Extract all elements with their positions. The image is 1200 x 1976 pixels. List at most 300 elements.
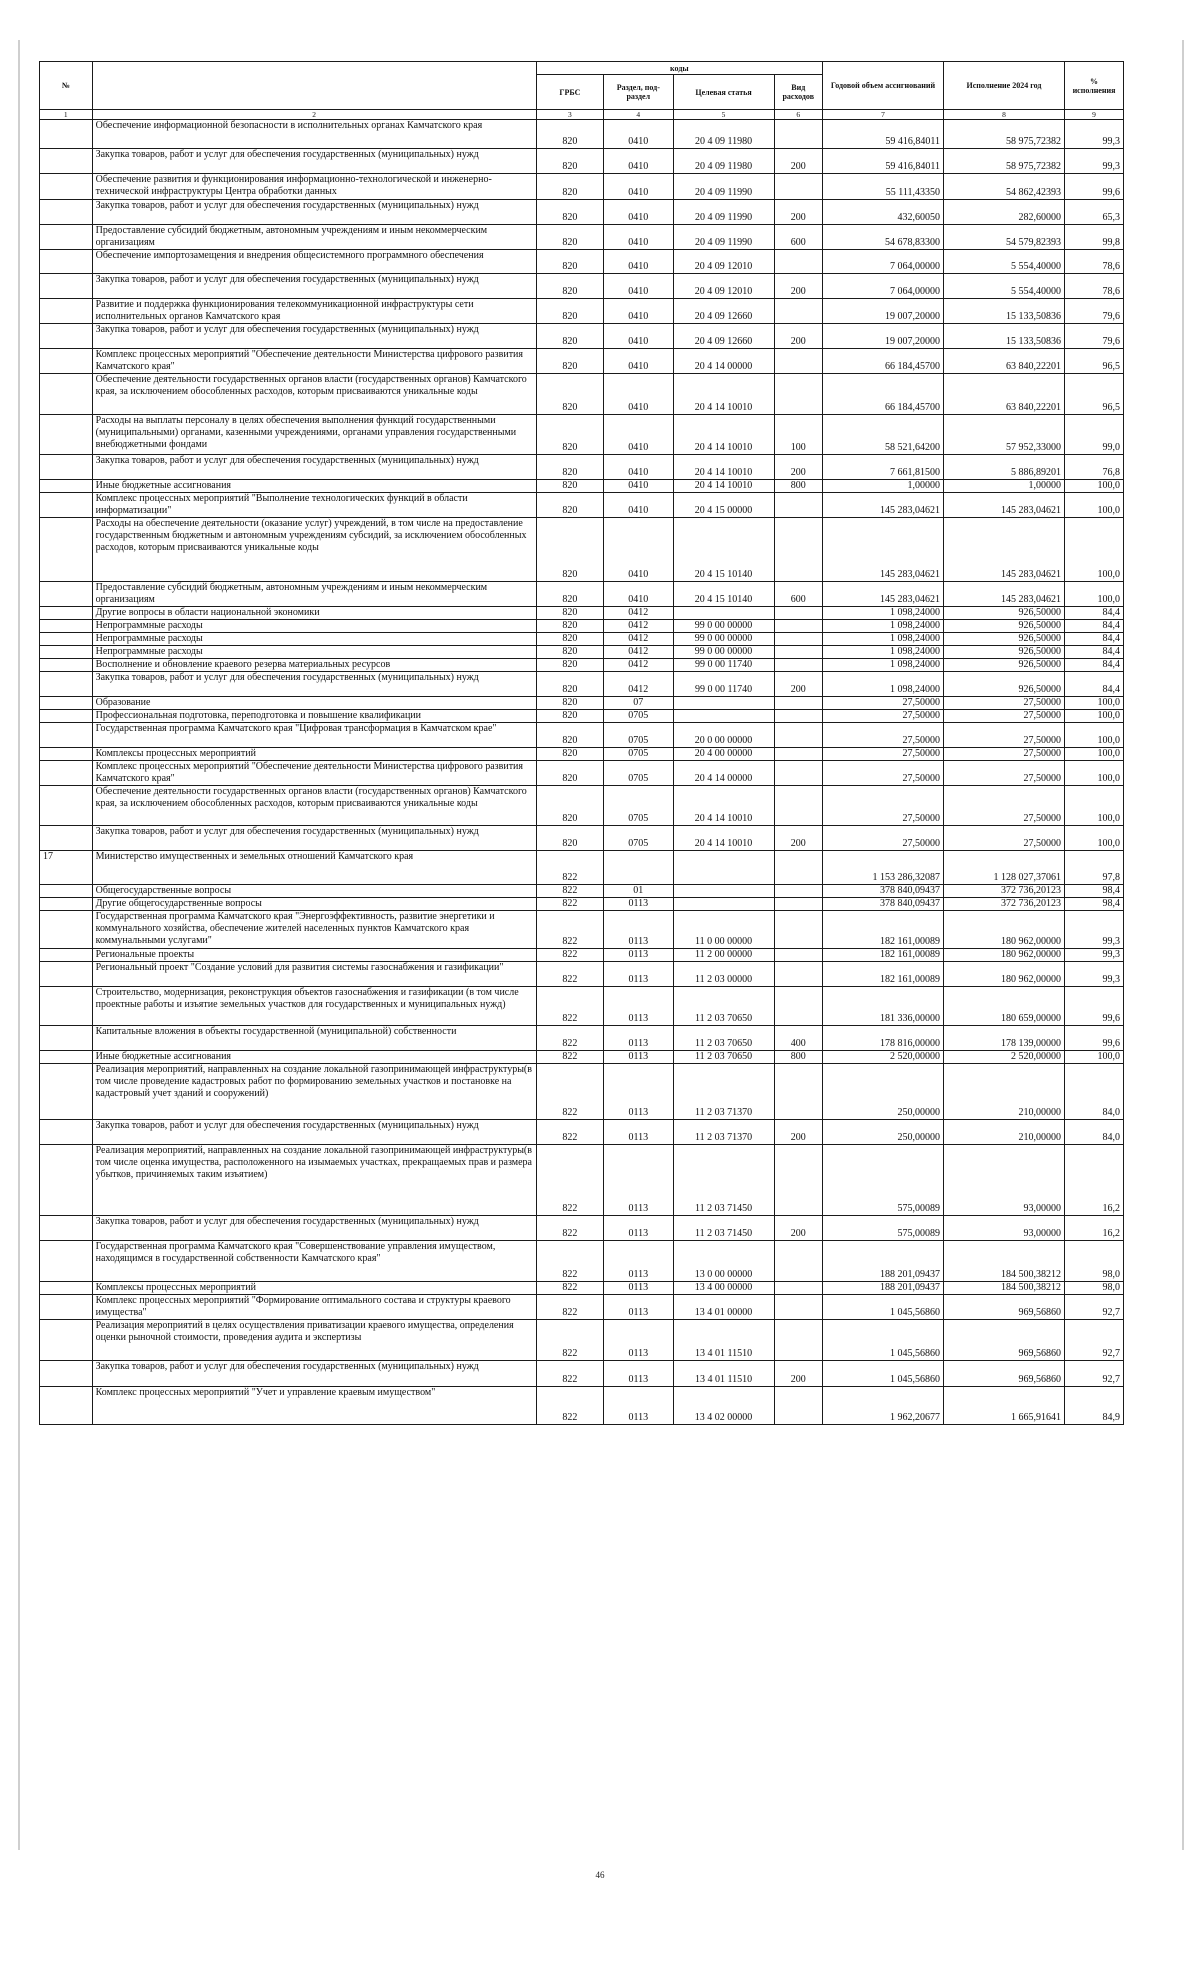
row-expense-type bbox=[774, 710, 822, 723]
header-grbs: ГРБС bbox=[536, 75, 603, 110]
row-grbs: 820 bbox=[536, 659, 603, 672]
table-row bbox=[40, 1241, 1124, 1282]
row-percent: 100,0 bbox=[1065, 493, 1124, 518]
row-target-article: 99 0 00 00000 bbox=[673, 620, 774, 633]
header-codes: коды bbox=[536, 62, 822, 75]
table-row bbox=[40, 962, 1124, 987]
row-fact-amount: 145 283,04621 bbox=[943, 582, 1064, 607]
row-name: Министерство имущественных и земельных отношений Камчатского края bbox=[92, 851, 536, 885]
row-grbs: 820 bbox=[536, 374, 603, 415]
row-name: Реализация мероприятий, направленных на создание локальной газопринимающей инфраструктуры(в том числе оценка имущества, расположенного на изымаемых участках, прекращаемых прав и размера убытков, причиняемых таким изъятием) bbox=[92, 1145, 536, 1216]
column-index: 6 bbox=[774, 110, 822, 120]
row-percent: 76,8 bbox=[1065, 455, 1124, 480]
row-grbs: 822 bbox=[536, 1295, 603, 1320]
row-target-article: 20 4 09 12010 bbox=[673, 250, 774, 274]
row-target-article: 99 0 00 00000 bbox=[673, 633, 774, 646]
row-razdel: 0410 bbox=[604, 493, 673, 518]
table-row bbox=[40, 1320, 1124, 1361]
row-razdel: 0705 bbox=[604, 786, 673, 826]
row-plan-amount: 7 064,00000 bbox=[822, 250, 943, 274]
row-plan-amount: 182 161,00089 bbox=[822, 962, 943, 987]
row-fact-amount: 180 962,00000 bbox=[943, 949, 1064, 962]
row-name: Непрограммные расходы bbox=[92, 646, 536, 659]
row-razdel: 0113 bbox=[604, 1145, 673, 1216]
row-razdel: 0113 bbox=[604, 1320, 673, 1361]
row-target-article: 11 2 03 71370 bbox=[673, 1064, 774, 1120]
row-target-article: 20 4 14 10010 bbox=[673, 455, 774, 480]
row-grbs: 822 bbox=[536, 1216, 603, 1241]
row-expense-type bbox=[774, 1295, 822, 1320]
row-target-article: 11 2 03 71450 bbox=[673, 1216, 774, 1241]
row-expense-type bbox=[774, 748, 822, 761]
row-name: Восполнение и обновление краевого резерва материальных ресурсов bbox=[92, 659, 536, 672]
row-fact-amount: 27,50000 bbox=[943, 710, 1064, 723]
table-row bbox=[40, 1051, 1124, 1064]
row-name: Обеспечение информационной безопасности в исполнительных органах Камчатского края bbox=[92, 120, 536, 149]
row-plan-amount: 27,50000 bbox=[822, 761, 943, 786]
row-grbs: 820 bbox=[536, 646, 603, 659]
row-razdel: 0410 bbox=[604, 250, 673, 274]
table-row bbox=[40, 324, 1124, 349]
row-expense-type bbox=[774, 120, 822, 149]
row-percent: 100,0 bbox=[1065, 697, 1124, 710]
row-name: Комплекс процессных мероприятий "Обеспечение деятельности Министерства цифрового развития Камчатского края" bbox=[92, 761, 536, 786]
row-percent: 98,0 bbox=[1065, 1241, 1124, 1282]
row-fact-amount: 926,50000 bbox=[943, 633, 1064, 646]
row-target-article: 13 4 01 11510 bbox=[673, 1320, 774, 1361]
row-number: 17 bbox=[40, 851, 93, 885]
row-expense-type: 200 bbox=[774, 826, 822, 851]
table-row bbox=[40, 299, 1124, 324]
row-name: Закупка товаров, работ и услуг для обеспечения государственных (муниципальных) нужд bbox=[92, 826, 536, 851]
row-grbs: 820 bbox=[536, 748, 603, 761]
row-name: Реализация мероприятий в целях осуществления приватизации краевого имущества, определения оценки рыночной стоимости, проведения аудита и экспертизы bbox=[92, 1320, 536, 1361]
table-row bbox=[40, 851, 1124, 885]
row-name: Иные бюджетные ассигнования bbox=[92, 480, 536, 493]
row-razdel: 0113 bbox=[604, 1387, 673, 1425]
row-plan-amount: 181 336,00000 bbox=[822, 987, 943, 1026]
row-plan-amount: 575,00089 bbox=[822, 1216, 943, 1241]
row-target-article: 20 4 09 11990 bbox=[673, 200, 774, 225]
row-target-article: 11 2 03 71370 bbox=[673, 1120, 774, 1145]
row-razdel: 0410 bbox=[604, 149, 673, 174]
row-target-article: 11 2 00 00000 bbox=[673, 949, 774, 962]
row-plan-amount: 55 111,43350 bbox=[822, 174, 943, 200]
row-plan-amount: 432,60050 bbox=[822, 200, 943, 225]
table-row bbox=[40, 646, 1124, 659]
row-fact-amount: 54 579,82393 bbox=[943, 225, 1064, 250]
row-razdel: 01 bbox=[604, 885, 673, 898]
header-fact: Исполнение 2024 год bbox=[943, 62, 1064, 110]
row-fact-amount: 27,50000 bbox=[943, 786, 1064, 826]
row-name: Комплексы процессных мероприятий bbox=[92, 1282, 536, 1295]
row-name: Закупка товаров, работ и услуг для обеспечения государственных (муниципальных) нужд bbox=[92, 455, 536, 480]
row-target-article bbox=[673, 851, 774, 885]
row-number bbox=[40, 962, 93, 987]
row-plan-amount: 1 045,56860 bbox=[822, 1295, 943, 1320]
row-expense-type bbox=[774, 786, 822, 826]
row-fact-amount: 27,50000 bbox=[943, 748, 1064, 761]
row-razdel: 0410 bbox=[604, 299, 673, 324]
row-number bbox=[40, 349, 93, 374]
row-grbs: 820 bbox=[536, 826, 603, 851]
row-plan-amount: 27,50000 bbox=[822, 697, 943, 710]
table-row bbox=[40, 493, 1124, 518]
row-fact-amount: 5 554,40000 bbox=[943, 274, 1064, 299]
row-razdel: 0113 bbox=[604, 1295, 673, 1320]
row-razdel: 0412 bbox=[604, 672, 673, 697]
column-index: 5 bbox=[673, 110, 774, 120]
row-number bbox=[40, 761, 93, 786]
row-plan-amount: 27,50000 bbox=[822, 748, 943, 761]
row-percent: 84,4 bbox=[1065, 633, 1124, 646]
row-number bbox=[40, 697, 93, 710]
row-plan-amount: 59 416,84011 bbox=[822, 149, 943, 174]
table-row bbox=[40, 225, 1124, 250]
row-name: Непрограммные расходы bbox=[92, 620, 536, 633]
row-number bbox=[40, 493, 93, 518]
row-plan-amount: 1 098,24000 bbox=[822, 659, 943, 672]
row-name: Обеспечение деятельности государственных органов власти (государственных органов) Камчатского края, за исключением обособленных расходов, которым присваиваются уникальные коды bbox=[92, 786, 536, 826]
row-razdel bbox=[604, 851, 673, 885]
row-expense-type bbox=[774, 374, 822, 415]
row-expense-type: 200 bbox=[774, 672, 822, 697]
row-number bbox=[40, 885, 93, 898]
row-name: Общегосударственные вопросы bbox=[92, 885, 536, 898]
row-number bbox=[40, 455, 93, 480]
row-plan-amount: 1 098,24000 bbox=[822, 633, 943, 646]
row-plan-amount: 1 098,24000 bbox=[822, 672, 943, 697]
table-row bbox=[40, 1295, 1124, 1320]
row-razdel: 0412 bbox=[604, 620, 673, 633]
row-expense-type: 800 bbox=[774, 1051, 822, 1064]
table-row bbox=[40, 659, 1124, 672]
row-number bbox=[40, 672, 93, 697]
row-target-article: 20 4 14 10010 bbox=[673, 480, 774, 493]
row-expense-type bbox=[774, 620, 822, 633]
row-expense-type bbox=[774, 174, 822, 200]
budget-execution-table bbox=[39, 61, 1124, 1425]
row-percent: 100,0 bbox=[1065, 480, 1124, 493]
row-grbs: 820 bbox=[536, 149, 603, 174]
row-percent: 79,6 bbox=[1065, 324, 1124, 349]
row-plan-amount: 250,00000 bbox=[822, 1120, 943, 1145]
row-name: Предоставление субсидий бюджетным, автономным учреждениям и иным некоммерческим организациям bbox=[92, 225, 536, 250]
header-plan: Годовой объем ассигнований bbox=[822, 62, 943, 110]
row-plan-amount: 182 161,00089 bbox=[822, 911, 943, 949]
row-number bbox=[40, 1145, 93, 1216]
row-target-article: 20 4 14 10010 bbox=[673, 374, 774, 415]
row-grbs: 820 bbox=[536, 697, 603, 710]
row-plan-amount: 250,00000 bbox=[822, 1064, 943, 1120]
row-name: Государственная программа Камчатского края "Цифровая трансформация в Камчатском крае" bbox=[92, 723, 536, 748]
row-target-article: 20 4 09 12010 bbox=[673, 274, 774, 299]
row-percent: 98,4 bbox=[1065, 898, 1124, 911]
row-number bbox=[40, 633, 93, 646]
row-fact-amount: 926,50000 bbox=[943, 607, 1064, 620]
row-target-article: 20 4 15 00000 bbox=[673, 493, 774, 518]
row-percent: 99,3 bbox=[1065, 149, 1124, 174]
row-razdel: 0113 bbox=[604, 962, 673, 987]
row-expense-type bbox=[774, 299, 822, 324]
row-razdel: 0410 bbox=[604, 274, 673, 299]
row-fact-amount: 5 886,89201 bbox=[943, 455, 1064, 480]
row-grbs: 822 bbox=[536, 1145, 603, 1216]
row-name: Предоставление субсидий бюджетным, автономным учреждениям и иным некоммерческим организациям bbox=[92, 582, 536, 607]
row-expense-type bbox=[774, 723, 822, 748]
row-percent: 99,6 bbox=[1065, 987, 1124, 1026]
table-row bbox=[40, 761, 1124, 786]
row-percent: 92,7 bbox=[1065, 1320, 1124, 1361]
row-razdel: 0410 bbox=[604, 200, 673, 225]
row-fact-amount: 57 952,33000 bbox=[943, 415, 1064, 455]
row-expense-type: 600 bbox=[774, 582, 822, 607]
row-fact-amount: 54 862,42393 bbox=[943, 174, 1064, 200]
row-expense-type bbox=[774, 646, 822, 659]
row-plan-amount: 1 098,24000 bbox=[822, 607, 943, 620]
row-number bbox=[40, 1216, 93, 1241]
table-row bbox=[40, 697, 1124, 710]
table-row bbox=[40, 911, 1124, 949]
row-number bbox=[40, 415, 93, 455]
column-index-row bbox=[40, 110, 1124, 120]
row-target-article: 13 4 00 00000 bbox=[673, 1282, 774, 1295]
table-row bbox=[40, 607, 1124, 620]
row-number bbox=[40, 1064, 93, 1120]
row-name: Непрограммные расходы bbox=[92, 633, 536, 646]
row-razdel: 0412 bbox=[604, 633, 673, 646]
row-number bbox=[40, 324, 93, 349]
row-plan-amount: 378 840,09437 bbox=[822, 885, 943, 898]
row-razdel: 0113 bbox=[604, 1064, 673, 1120]
table-row bbox=[40, 723, 1124, 748]
row-percent: 84,4 bbox=[1065, 672, 1124, 697]
row-razdel: 0410 bbox=[604, 120, 673, 149]
row-razdel: 0412 bbox=[604, 646, 673, 659]
row-grbs: 822 bbox=[536, 1387, 603, 1425]
row-expense-type bbox=[774, 898, 822, 911]
row-number bbox=[40, 898, 93, 911]
row-fact-amount: 372 736,20123 bbox=[943, 898, 1064, 911]
row-grbs: 822 bbox=[536, 1026, 603, 1051]
row-grbs: 822 bbox=[536, 1361, 603, 1387]
row-fact-amount: 58 975,72382 bbox=[943, 149, 1064, 174]
row-fact-amount: 58 975,72382 bbox=[943, 120, 1064, 149]
row-grbs: 822 bbox=[536, 987, 603, 1026]
row-name: Государственная программа Камчатского края "Совершенствование управления имуществом, находящимся в государственной собственности Камчатского края" bbox=[92, 1241, 536, 1282]
row-fact-amount: 178 139,00000 bbox=[943, 1026, 1064, 1051]
row-grbs: 820 bbox=[536, 174, 603, 200]
row-grbs: 820 bbox=[536, 620, 603, 633]
row-target-article: 13 0 00 00000 bbox=[673, 1241, 774, 1282]
row-plan-amount: 1 045,56860 bbox=[822, 1320, 943, 1361]
row-target-article bbox=[673, 697, 774, 710]
row-plan-amount: 19 007,20000 bbox=[822, 324, 943, 349]
row-name: Обеспечение развития и функционирования информационно-технологической и инженерно-технической инфраструктуры Центра обработки данных bbox=[92, 174, 536, 200]
row-name: Другие общегосударственные вопросы bbox=[92, 898, 536, 911]
table-row bbox=[40, 1216, 1124, 1241]
row-name: Закупка товаров, работ и услуг для обеспечения государственных (муниципальных) нужд bbox=[92, 200, 536, 225]
row-fact-amount: 180 962,00000 bbox=[943, 911, 1064, 949]
row-razdel: 0705 bbox=[604, 826, 673, 851]
row-razdel: 0412 bbox=[604, 659, 673, 672]
row-grbs: 820 bbox=[536, 274, 603, 299]
row-target-article: 11 2 03 70650 bbox=[673, 987, 774, 1026]
row-percent: 16,2 bbox=[1065, 1216, 1124, 1241]
row-razdel: 0410 bbox=[604, 349, 673, 374]
header-pct: % исполнения bbox=[1065, 62, 1124, 110]
row-fact-amount: 2 520,00000 bbox=[943, 1051, 1064, 1064]
row-target-article: 20 4 14 10010 bbox=[673, 826, 774, 851]
column-index: 8 bbox=[943, 110, 1064, 120]
row-fact-amount: 969,56860 bbox=[943, 1361, 1064, 1387]
row-target-article bbox=[673, 885, 774, 898]
row-plan-amount: 59 416,84011 bbox=[822, 120, 943, 149]
row-percent: 84,4 bbox=[1065, 607, 1124, 620]
row-number bbox=[40, 748, 93, 761]
row-percent: 92,7 bbox=[1065, 1361, 1124, 1387]
column-index: 9 bbox=[1065, 110, 1124, 120]
row-fact-amount: 27,50000 bbox=[943, 723, 1064, 748]
row-razdel: 07 bbox=[604, 697, 673, 710]
row-fact-amount: 27,50000 bbox=[943, 761, 1064, 786]
row-plan-amount: 182 161,00089 bbox=[822, 949, 943, 962]
row-percent: 98,4 bbox=[1065, 885, 1124, 898]
row-fact-amount: 1,00000 bbox=[943, 480, 1064, 493]
row-fact-amount: 926,50000 bbox=[943, 672, 1064, 697]
row-name: Закупка товаров, работ и услуг для обеспечения государственных (муниципальных) нужд bbox=[92, 1361, 536, 1387]
row-expense-type bbox=[774, 885, 822, 898]
row-razdel: 0705 bbox=[604, 723, 673, 748]
table-row bbox=[40, 582, 1124, 607]
row-expense-type bbox=[774, 1320, 822, 1361]
table-row bbox=[40, 174, 1124, 200]
row-plan-amount: 19 007,20000 bbox=[822, 299, 943, 324]
row-target-article: 99 0 00 00000 bbox=[673, 646, 774, 659]
row-grbs: 820 bbox=[536, 455, 603, 480]
row-fact-amount: 15 133,50836 bbox=[943, 299, 1064, 324]
row-fact-amount: 372 736,20123 bbox=[943, 885, 1064, 898]
row-percent: 99,6 bbox=[1065, 1026, 1124, 1051]
row-expense-type bbox=[774, 607, 822, 620]
row-percent: 92,7 bbox=[1065, 1295, 1124, 1320]
column-index: 3 bbox=[536, 110, 603, 120]
row-number bbox=[40, 1282, 93, 1295]
row-number bbox=[40, 620, 93, 633]
row-expense-type: 200 bbox=[774, 149, 822, 174]
row-target-article bbox=[673, 607, 774, 620]
row-grbs: 822 bbox=[536, 1282, 603, 1295]
row-percent: 100,0 bbox=[1065, 710, 1124, 723]
table-row bbox=[40, 633, 1124, 646]
row-name: Комплекс процессных мероприятий "Учет и управление краевым имуществом" bbox=[92, 1387, 536, 1425]
row-grbs: 822 bbox=[536, 1241, 603, 1282]
row-plan-amount: 7 661,81500 bbox=[822, 455, 943, 480]
row-grbs: 820 bbox=[536, 786, 603, 826]
row-razdel: 0410 bbox=[604, 225, 673, 250]
row-expense-type bbox=[774, 633, 822, 646]
row-name: Строительство, модернизация, реконструкция объектов газоснабжения и газификации (в том числе проектные работы и изъятие земельных участков для государственных и муниципальных нужд) bbox=[92, 987, 536, 1026]
row-number bbox=[40, 250, 93, 274]
table-row bbox=[40, 620, 1124, 633]
row-razdel: 0412 bbox=[604, 607, 673, 620]
row-target-article: 20 4 14 10010 bbox=[673, 786, 774, 826]
row-number bbox=[40, 480, 93, 493]
row-number bbox=[40, 710, 93, 723]
row-fact-amount: 15 133,50836 bbox=[943, 324, 1064, 349]
row-percent: 84,9 bbox=[1065, 1387, 1124, 1425]
row-percent: 97,8 bbox=[1065, 851, 1124, 885]
header-num: № bbox=[40, 62, 93, 110]
column-index: 1 bbox=[40, 110, 93, 120]
row-percent: 100,0 bbox=[1065, 786, 1124, 826]
row-fact-amount: 969,56860 bbox=[943, 1320, 1064, 1361]
row-percent: 16,2 bbox=[1065, 1145, 1124, 1216]
row-fact-amount: 93,00000 bbox=[943, 1216, 1064, 1241]
row-expense-type bbox=[774, 851, 822, 885]
row-percent: 96,5 bbox=[1065, 374, 1124, 415]
row-expense-type bbox=[774, 987, 822, 1026]
row-target-article: 20 4 09 11980 bbox=[673, 149, 774, 174]
row-name: Другие вопросы в области национальной экономики bbox=[92, 607, 536, 620]
row-percent: 100,0 bbox=[1065, 761, 1124, 786]
row-grbs: 820 bbox=[536, 299, 603, 324]
row-number bbox=[40, 987, 93, 1026]
row-razdel: 0113 bbox=[604, 911, 673, 949]
row-name: Развитие и поддержка функционирования телекоммуникационной инфраструктуры сети исполнительных органов Камчатского края bbox=[92, 299, 536, 324]
row-fact-amount: 1 128 027,37061 bbox=[943, 851, 1064, 885]
row-target-article: 20 4 09 11980 bbox=[673, 120, 774, 149]
row-grbs: 820 bbox=[536, 633, 603, 646]
row-target-article: 99 0 00 11740 bbox=[673, 659, 774, 672]
row-plan-amount: 1 153 286,32087 bbox=[822, 851, 943, 885]
row-fact-amount: 63 840,22201 bbox=[943, 349, 1064, 374]
table-row bbox=[40, 1361, 1124, 1387]
row-name: Закупка товаров, работ и услуг для обеспечения государственных (муниципальных) нужд bbox=[92, 274, 536, 299]
page-number: 46 bbox=[595, 1870, 605, 1880]
header-razdel: Раздел, под-раздел bbox=[604, 75, 673, 110]
row-expense-type bbox=[774, 250, 822, 274]
row-razdel: 0705 bbox=[604, 748, 673, 761]
row-percent: 98,0 bbox=[1065, 1282, 1124, 1295]
row-plan-amount: 1,00000 bbox=[822, 480, 943, 493]
column-index: 2 bbox=[92, 110, 536, 120]
row-razdel: 0410 bbox=[604, 324, 673, 349]
row-razdel: 0113 bbox=[604, 1026, 673, 1051]
row-razdel: 0705 bbox=[604, 761, 673, 786]
row-razdel: 0113 bbox=[604, 949, 673, 962]
row-fact-amount: 282,60000 bbox=[943, 200, 1064, 225]
row-plan-amount: 1 098,24000 bbox=[822, 620, 943, 633]
row-grbs: 822 bbox=[536, 851, 603, 885]
table-row bbox=[40, 518, 1124, 582]
row-grbs: 822 bbox=[536, 1120, 603, 1145]
row-target-article: 20 4 09 12660 bbox=[673, 299, 774, 324]
row-expense-type: 100 bbox=[774, 415, 822, 455]
row-grbs: 822 bbox=[536, 1051, 603, 1064]
row-fact-amount: 93,00000 bbox=[943, 1145, 1064, 1216]
row-plan-amount: 27,50000 bbox=[822, 723, 943, 748]
row-grbs: 820 bbox=[536, 200, 603, 225]
row-plan-amount: 27,50000 bbox=[822, 786, 943, 826]
row-razdel: 0410 bbox=[604, 582, 673, 607]
row-plan-amount: 7 064,00000 bbox=[822, 274, 943, 299]
row-name: Обеспечение деятельности государственных органов власти (государственных органов) Камчатского края, за исключением обособленных расходов, которым присваиваются уникальные коды bbox=[92, 374, 536, 415]
row-grbs: 820 bbox=[536, 120, 603, 149]
row-grbs: 820 bbox=[536, 761, 603, 786]
row-target-article: 11 2 03 70650 bbox=[673, 1051, 774, 1064]
row-name: Комплекс процессных мероприятий "Обеспечение деятельности Министерства цифрового развития Камчатского края" bbox=[92, 349, 536, 374]
